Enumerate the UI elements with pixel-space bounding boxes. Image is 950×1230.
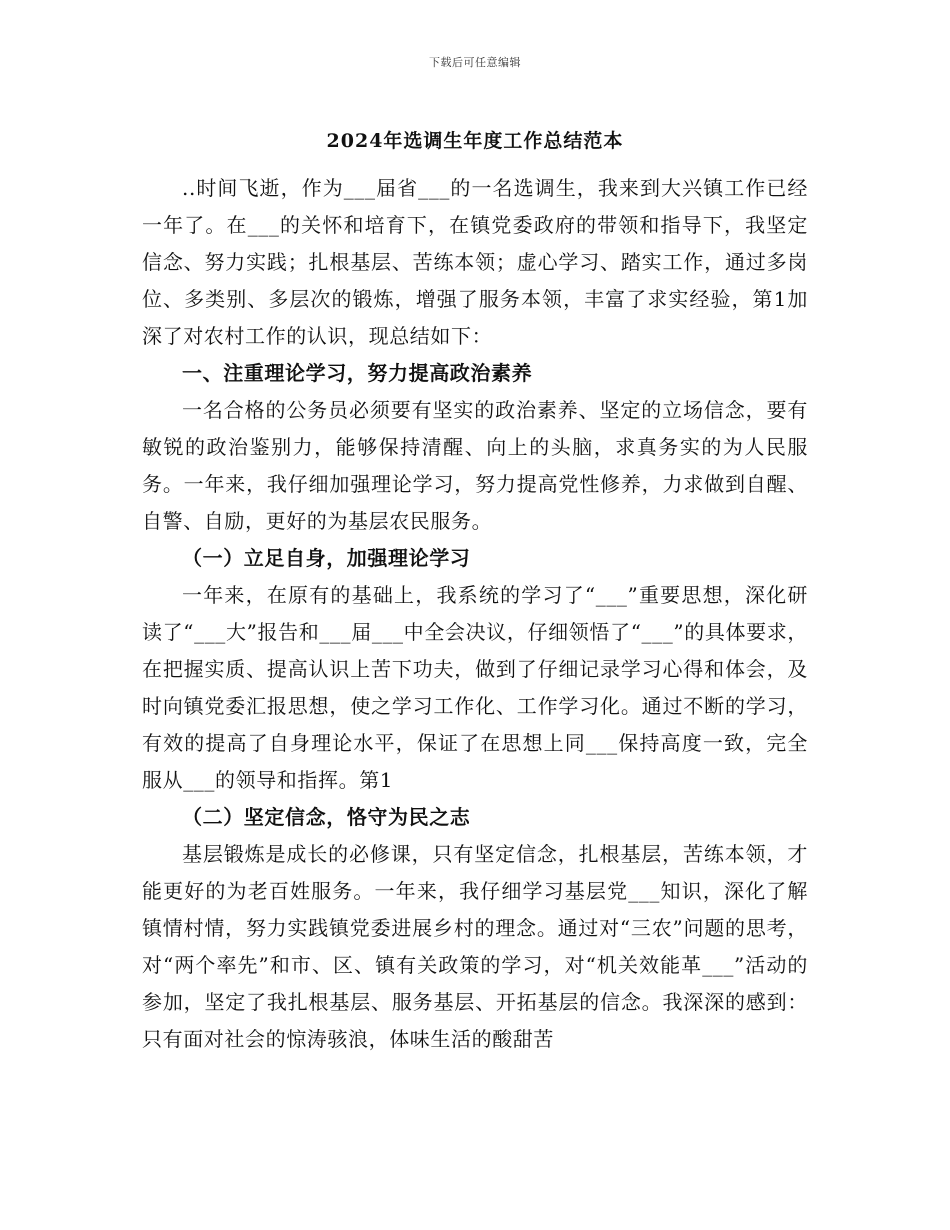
subsection-2-paragraph: 基层锻炼是成长的必修课，只有坚定信念，扎根基层，苦练本领，才能更好的为老百姓服务。一年来，我仔细学习基层党___知识，深化了解镇情村情，努力实践镇党委进展乡村的理念。通过对“三农”问题的思考，对“两个率先”和市、区、镇有关政策的学习，对“机关效能革___”活动的参加，坚定了我扎根基层、服务基层、开拓基层的信念。我深深的感到：只有面对社会的惊涛骇浪，体味生活的酸甜苦 [142,842,808,1051]
section-heading-1: 一、注重理论学习，努力提高政治素养 [182,361,533,385]
document-body [142,170,808,1058]
subsection-1-paragraph: 一年来，在原有的基础上，我系统的学习了“___”重要思想，深化研读了“___大”报告和___届___中全会决议，仔细领悟了“___”的具体要求，在把握实质、提高认识上苦下功夫，做到了仔细记录学习心得和体会，及时向镇党委汇报思想，使之学习工作化、工作学习化。通过不断的学习，有效的提高了自身理论水平，保证了在思想上同___保持高度一致，完全服从___的领导和指挥。第1 [142,583,808,792]
subsection-heading-1: （一）立足自身，加强理论学习 [182,546,471,570]
subsection-heading-2: （二）坚定信念，恪守为民之志 [182,805,471,829]
section-1-paragraph: 一名合格的公务员必须要有坚实的政治素养、坚定的立场信念，要有敏锐的政治鉴别力，能够保持清醒、向上的头脑，求真务实的为人民服务。一年来，我仔细加强理论学习，努力提高党性修养，力求做到自醒、自警、自励，更好的为基层农民服务。 [142,398,808,533]
header-note: 下载后可任意编辑 [429,56,521,69]
document-title: 2024年选调生年度工作总结范本 [326,130,624,152]
intro-paragraph: ..时间飞逝，作为___届省___的一名选调生，我来到大兴镇工作已经一年了。在___的关怀和培育下，在镇党委政府的带领和指导下，我坚定信念、努力实践；扎根基层、苦练本领；虚心学习、踏实工作，通过多岗位、多类别、多层次的锻炼，增强了服务本领，丰富了求实经验，第1加深了对农村工作的认识，现总结如下： [142,176,808,348]
